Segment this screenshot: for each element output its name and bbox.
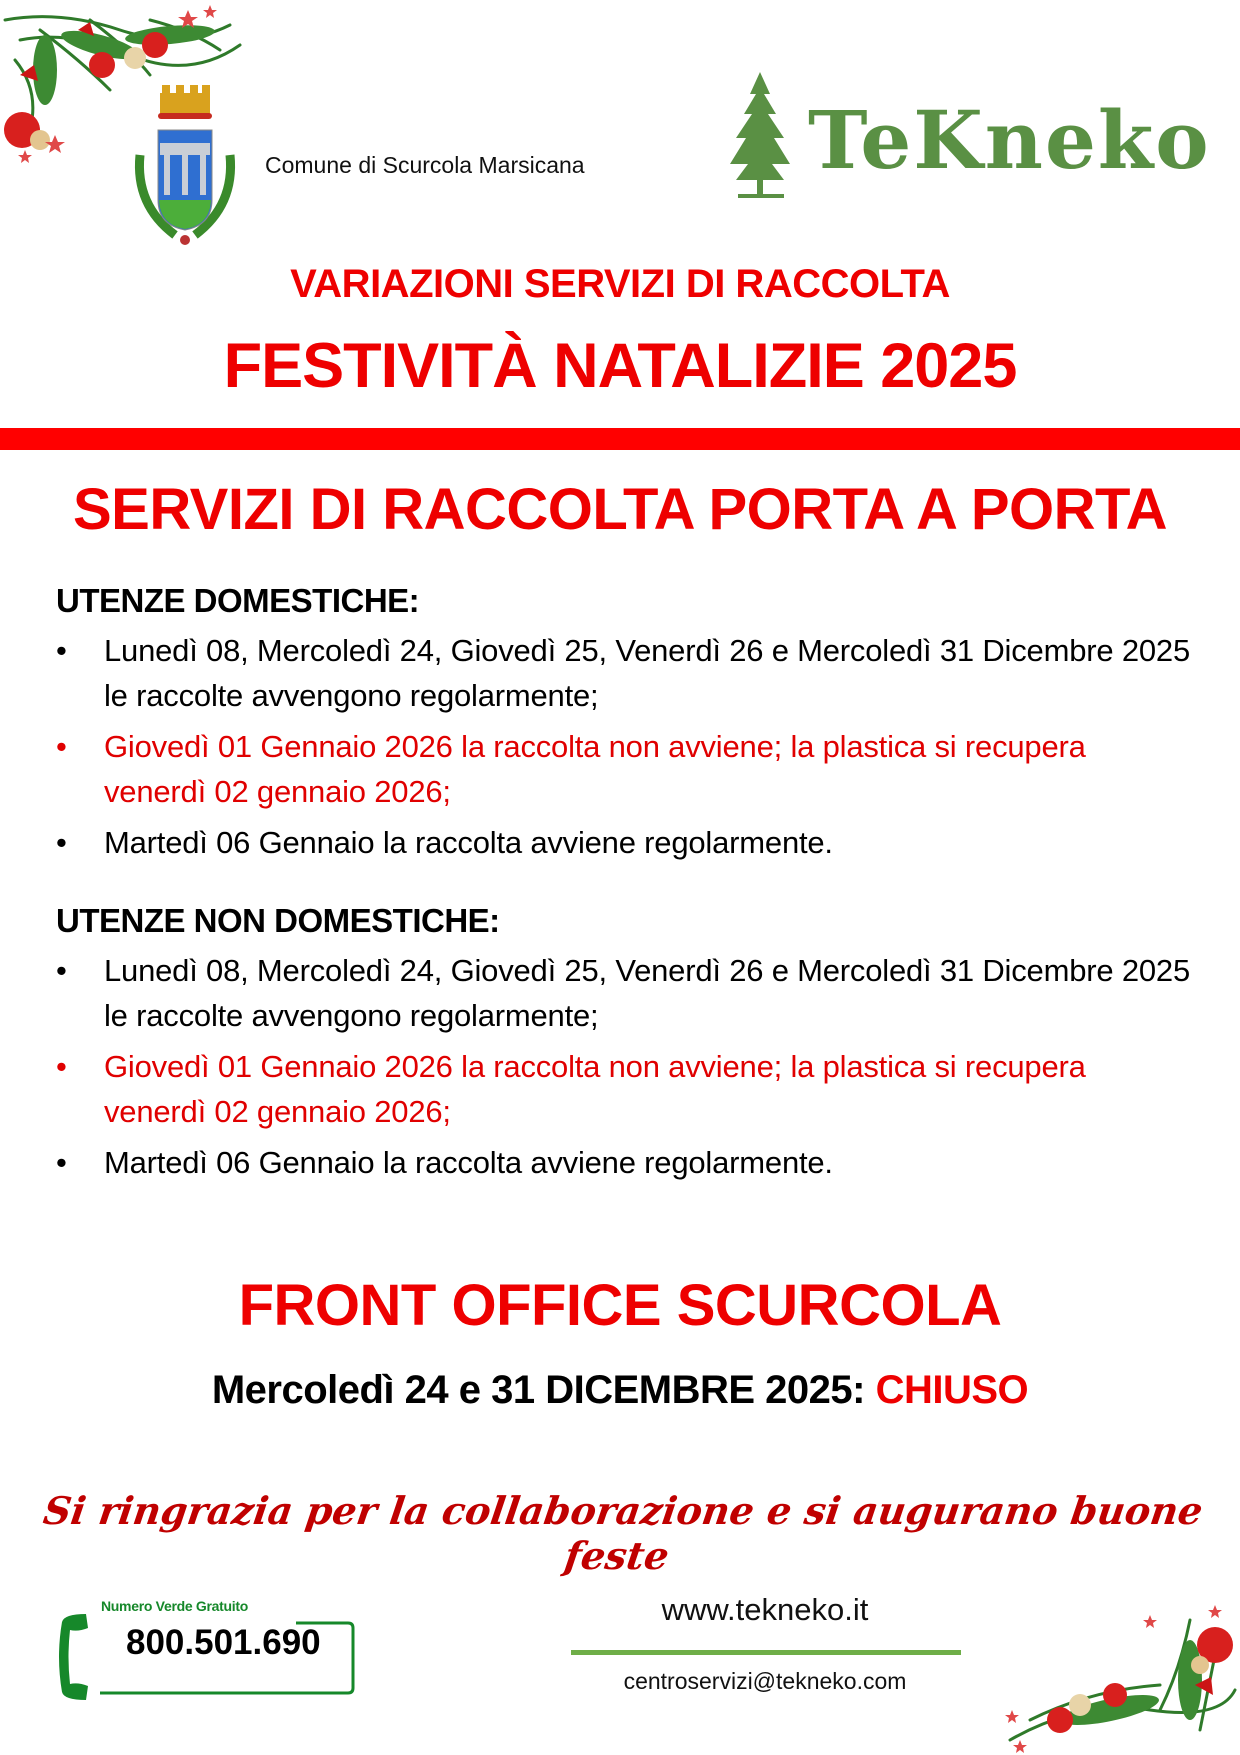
closed-status: CHIUSO: [875, 1368, 1029, 1412]
toll-free-label: Numero Verde Gratuito: [101, 1598, 248, 1614]
bullet-icon: •: [56, 729, 67, 764]
front-office-title: FRONT OFFICE SCURCOLA: [238, 1273, 1002, 1338]
notice-title: VARIAZIONI SERVIZI DI RACCOLTA: [290, 262, 950, 306]
bullet-icon: •: [56, 825, 67, 860]
thanks-message: Si ringrazia per la collaborazione e si augurano buone feste: [40, 1488, 1206, 1578]
list-item: • Martedì 06 Gennaio la raccolta avviene regolarmente.: [56, 1140, 1196, 1185]
list-item: • Lunedì 08, Mercoledì 24, Giovedì 25, Venerdì 26 e Mercoledì 31 Dicembre 2025 le raccolte avvengono regolarmente;: [56, 628, 1196, 718]
section-heading: UTENZE DOMESTICHE:: [56, 582, 420, 619]
toll-free-number[interactable]: 800.501.690: [126, 1623, 321, 1662]
phone-handset-icon: [56, 1612, 90, 1702]
bullet-icon: •: [56, 953, 67, 988]
notice-subtitle: FESTIVITÀ NATALIZIE 2025: [223, 331, 1017, 401]
list-item-highlighted: • Giovedì 01 Gennaio 2026 la raccolta non avviene; la plastica si recupera venerdì 02 gennaio 2026;: [56, 1044, 1196, 1134]
coat-of-arms-icon: [130, 85, 255, 250]
bullet-icon: •: [56, 633, 67, 668]
front-office-closure: [0, 1368, 1240, 1413]
section-heading: UTENZE NON DOMESTICHE:: [56, 902, 500, 939]
christmas-garland-decoration: [990, 1590, 1240, 1755]
non-domestic-users-section: [56, 902, 1196, 1191]
green-divider: [571, 1650, 961, 1655]
domestic-users-section: [56, 582, 1196, 871]
bullet-icon: •: [56, 1049, 67, 1084]
comune-name: Comune di Scurcola Marsicana: [265, 152, 585, 178]
email-link[interactable]: centroservizi@tekneko.com: [623, 1668, 907, 1694]
red-divider: [0, 428, 1240, 450]
bullet-icon: •: [56, 1145, 67, 1180]
list-item-highlighted: • Giovedì 01 Gennaio 2026 la raccolta non avviene; la plastica si recupera venerdì 02 gennaio 2026;: [56, 724, 1196, 814]
tekneko-logo-text: TeKneko: [808, 93, 1211, 187]
list-item: • Lunedì 08, Mercoledì 24, Giovedì 25, Venerdì 26 e Mercoledì 31 Dicembre 2025 le raccolte avvengono regolarmente;: [56, 948, 1196, 1038]
closure-dates: Mercoledì 24 e 31 DICEMBRE 2025:: [211, 1368, 876, 1412]
section-title: SERVIZI DI RACCOLTA PORTA A PORTA: [72, 477, 1168, 542]
list-item: • Martedì 06 Gennaio la raccolta avviene regolarmente.: [56, 820, 1196, 865]
pine-tree-logo-icon: [726, 72, 794, 204]
website-link[interactable]: www.tekneko.it: [661, 1592, 869, 1627]
